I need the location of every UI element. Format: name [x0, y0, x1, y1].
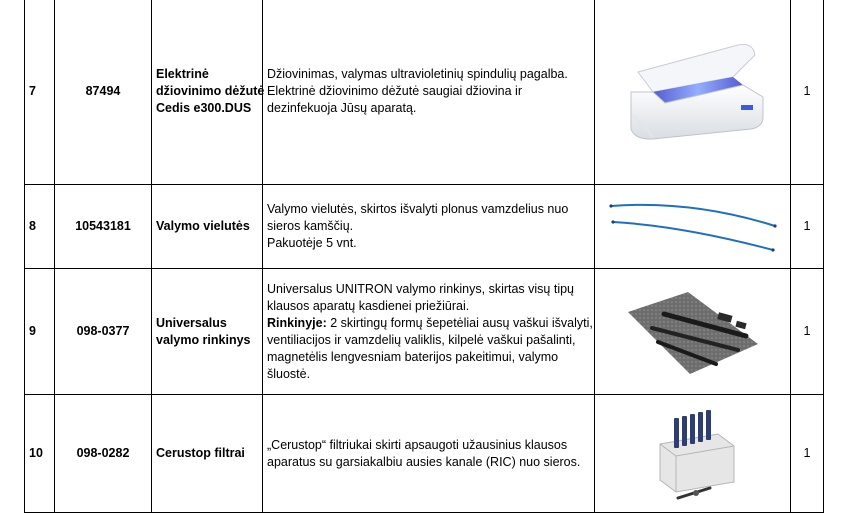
product-image-cell: [595, 269, 791, 395]
description-line: „Cerustop“ filtriukai skirti apsaugoti užausinius klausos: [267, 437, 568, 452]
product-description: [263, 185, 595, 269]
table-row: [25, 395, 824, 513]
row-number: 8: [25, 185, 55, 269]
product-image-cell: [595, 395, 791, 513]
product-code: 10543181: [55, 185, 152, 269]
quantity: 1: [791, 395, 824, 513]
product-image-cell: [595, 185, 791, 269]
product-description: [263, 395, 595, 513]
product-code: 87494: [55, 0, 152, 185]
name-line: Cedis e300.DUS: [156, 101, 252, 115]
product-name: [152, 0, 263, 185]
description-line: ventiliacijos ir vamzdelių valiklis, kilpelė vaškui pašalinti,: [267, 332, 576, 347]
row-number: 7: [25, 0, 55, 185]
name-line: džiovinimo dėžutė: [156, 84, 265, 98]
quantity: 1: [791, 0, 824, 185]
description-line: dezinfekuoja Jūsų aparatą.: [267, 101, 417, 115]
product-description: [263, 269, 595, 395]
name-line: valymo rinkinys: [156, 332, 251, 347]
product-image-cell: [595, 0, 791, 185]
row-number: 10: [25, 395, 55, 513]
product-code: 098-0282: [55, 395, 152, 513]
quantity: 1: [791, 185, 824, 269]
description-line: aparatus su garsiakalbiu ausies kanale (RIC) nuo sieros.: [267, 454, 581, 469]
name-line: Valymo vielutės: [156, 219, 250, 233]
name-line: Cerustop filtrai: [156, 446, 245, 460]
product-code: 098-0377: [55, 269, 152, 395]
cerustop-filters-image: [638, 404, 748, 504]
description-line: šluostė.: [267, 366, 311, 381]
description-line: Pakuotėje 5 vnt.: [267, 236, 357, 250]
description-line: [267, 315, 593, 332]
table-row: [25, 269, 824, 395]
product-table: [24, 0, 824, 513]
description-line: Džiovinimas, valymas ultravioletinių spindulių pagalba.: [267, 67, 568, 81]
cleaning-wires-image: [603, 192, 783, 262]
table-row: [25, 185, 824, 269]
kit-contents-text: 2 skirtingų formų šepetėliai ausų vaškui išvalyti,: [326, 315, 593, 330]
description-line: klausos aparatų kasdienei priežiūrai.: [267, 298, 470, 313]
product-name: [152, 185, 263, 269]
kit-contents-label: Rinkinyje:: [267, 315, 327, 330]
product-name: [152, 269, 263, 395]
cleaning-kit-image: [618, 284, 768, 379]
product-description: [263, 0, 595, 185]
description-line: Elektrinė džiovinimo dėžutė saugiai džiovina ir: [267, 84, 522, 98]
row-number: 9: [25, 269, 55, 395]
uv-drying-box-image: [613, 37, 773, 147]
description-line: magnetėlis lengvesniam baterijos pakeitimui, valymo: [267, 349, 559, 364]
name-line: Universalus: [156, 315, 227, 330]
description-line: sieros kamščių.: [267, 219, 354, 233]
name-line: Elektrinė: [156, 67, 209, 81]
product-name: [152, 395, 263, 513]
quantity: 1: [791, 269, 824, 395]
description-line: Universalus UNITRON valymo rinkinys, skirtas visų tipų: [267, 281, 575, 296]
table-row: [25, 0, 824, 185]
description-line: Valymo vielutės, skirtos išvalyti plonus vamzdelius nuo: [267, 202, 569, 216]
